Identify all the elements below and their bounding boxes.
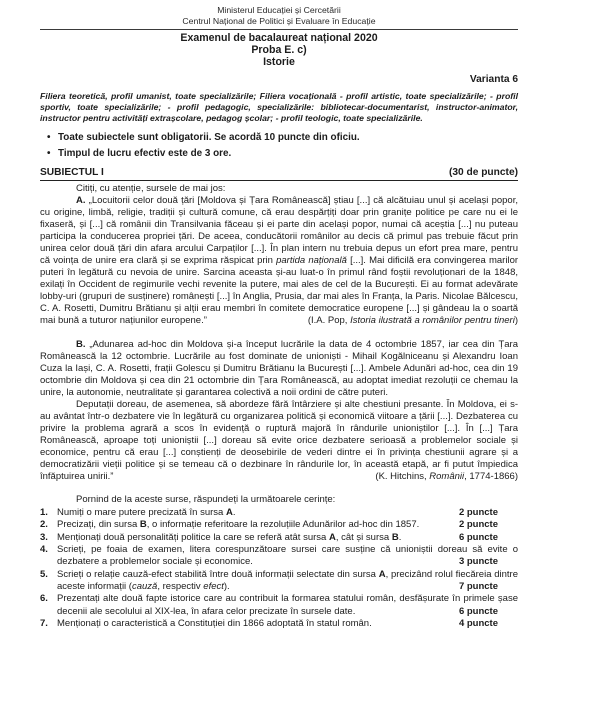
note-text: Toate subiectele sunt obligatorii. Se acordă 10 puncte din oficiu.: [58, 132, 360, 144]
source-a-text: A. „Locuitorii celor două țări [Moldova și Țara Românească] știau [...] că alcătuiau unul și același popor, cu origine, limbă, religie, tradiții și cultură comune, că erau despărțiți doar prin granițe politice pe care nu ei le fixaseră, și [...] că românii din Transilvania făceau și ei parte din același popor, numai că aceștia [...] nu puteau participa la conducerea propriei țări. De aceea, conducătorii românilor au decis că primul pas trebuie făcut prin unirea celor două țări din afara arcului Carpaților [...]. În plan intern nu trebuia depus un efort prea mare, pentru că voința de unire era clară și se exprima răspicat prin partida națională [...]. Mai dificilă era convingerea marilor puteri în legătură cu nevoia de unire. Sarcina aceasta și-au luat-o în primul rând foștii revoluționari de la 1848, exilați în Occident de regimurile vechi revenite la putere, mai ales de cel de la București. Ei au format adevărate lobby-uri (grupuri de susținere) românești [...] în Anglia, Prusia, dar mai ales în Franța, la Paris. Nicolae Bălcescu, C. A. Rosetti, Dumitru Brătianu și alții erau membri în comitete democratice europene [...] și gândeau la o soartă mai bună a tuturor națiunilor europene.”: [40, 195, 518, 327]
question-item-4: [40, 544, 518, 569]
subject-title: Istorie: [263, 55, 295, 68]
source-a-paragraph: [40, 195, 518, 327]
sources-intro: Citiți, cu atenție, sursele de mai jos:: [76, 183, 226, 195]
question-number: 5.: [40, 568, 48, 580]
question-text: Precizați, din sursa B, o informație referitoare la rezoluțiile Adunărilor ad-hoc din 1857.: [57, 519, 420, 531]
question-number: 4.: [40, 544, 48, 556]
source-a-attribution: (I.A. Pop, Istoria ilustrată a românilor pentru tineri): [307, 315, 518, 327]
question-number: 7.: [40, 617, 48, 629]
exam-notes: [40, 130, 518, 162]
question-number: 3.: [40, 531, 48, 543]
source-b-paragraph-2: [40, 399, 518, 483]
source-b-text-1: B. „Adunarea ad-hoc din Moldova și-a început lucrările la data de 4 octombrie 1857, iar cea din Țara Românească la 12 octombrie. Lucrările au fost dominate de unioniști - Mihail Kogălniceanu și Alexandru Ioan Cuza la Iași, C. A. Rosetti, frații Golescu și Dumitru Brătianu la București [...]. Ambele Adunări ad-hoc, cea din 19 octombrie din Moldova și cea din 21 octombrie din Țara Românească, au adoptat imediat rezoluții ce chemau la unire, la autonomie, neutralitate și garantarea colectivă a noii ordini de către puteri.: [40, 339, 518, 399]
question-item-5: [40, 569, 518, 594]
note-item: [47, 130, 518, 146]
question-text: Menționați două personalități politice la care se referă atât sursa A, cât și sursa B.: [57, 531, 402, 543]
source-b-text-2: Deputații doreau, de asemenea, să abordeze fără întârziere și alte chestiuni presante. În Moldova, ei s-au avântat într-o dezbatere vie în legătură cu organizarea politică și economică viitoare a țării [...]. Dezbaterea cu privire la problema agrară a scos în evidență o ruptură majoră în rândurile unioniștilor [...]. În [...] Țara Românească, aproape toți unioniștii [...] doreau să evite orice dezbatere serioasă a problemelor sociale și economice, pentru că erau [...] conștienți de deosebirile de vederi dintre ei în privința chestiunii agrare și a democratizării vieții politice și se temeau că o dezbinare în rândurile lor, în această etapă, ar fi putut împiedica înfăptuirea unirii.”: [40, 399, 518, 483]
section-heading: [40, 167, 518, 181]
question-text: Numiți o mare putere precizată în sursa A.: [57, 507, 236, 519]
points-badge: 3 puncte: [458, 556, 498, 568]
question-text: Scrieți, pe foaia de examen, litera corespunzătoare sursei care susține că unioniștii doreau să evite o dezbatere a problemelor sociale și economice.: [57, 544, 518, 568]
ministry-line: Ministerul Educației și Cercetării: [217, 5, 341, 15]
source-b-paragraph-1: [40, 339, 518, 399]
question-text: Prezentați alte două fapte istorice care au contribuit la formarea statului român, desfășurate în primele șase decenii ale secolului al XIX-lea, în afara celor precizate în sursele date.: [57, 593, 518, 617]
points-badge: 2 puncte: [458, 507, 498, 519]
variant-label: Varianta 6: [469, 74, 518, 86]
proba-title: Proba E. c): [251, 43, 307, 56]
section-points: (30 de puncte): [448, 167, 518, 179]
section-label: SUBIECTUL I: [40, 167, 104, 179]
question-number: 2.: [40, 519, 48, 531]
bullet-icon: •: [47, 132, 51, 144]
question-item-1: [40, 507, 518, 519]
title-block: [40, 33, 518, 68]
note-text: Timpul de lucru efectiv este de 3 ore.: [58, 148, 232, 160]
question-number: 6.: [40, 593, 48, 605]
question-list: [40, 507, 518, 630]
document-header: [40, 5, 518, 26]
question-item-2: [40, 519, 518, 531]
national-center-line: Centrul Național de Politici și Evaluare în Educație: [182, 15, 376, 26]
filiera-note: Filiera teoretică, profil umanist, toate specializările; Filiera vocațională - profil artistic, toate specializările; - profil sportiv, toate specializările; - profil pedagogic, specializările: bibliotecar-documentarist, instructor-animator, instructor pentru activități extrașcolare, pedagog școlar; - profil teologic, toate specializările.: [40, 91, 518, 123]
question-item-7: [40, 618, 518, 630]
question-text: Scrieți o relație cauză-efect stabilită între două informații selectate din sursa A, precizând rolul fiecăreia dintre aceste informații (cauză, respectiv efect).: [57, 568, 518, 592]
question-text: Menționați o caracteristică a Constituției din 1866 adoptată în statul român.: [57, 617, 372, 629]
points-badge: 7 puncte: [458, 580, 498, 592]
question-number: 1.: [40, 507, 48, 519]
exam-title: Examenul de bacalaureat național 2020: [180, 32, 378, 44]
header-divider: [40, 29, 518, 30]
points-badge: 6 puncte: [458, 531, 498, 543]
points-badge: 2 puncte: [458, 519, 498, 531]
question-item-6: [40, 593, 518, 618]
points-badge: 6 puncte: [458, 605, 498, 617]
points-badge: 4 puncte: [458, 617, 498, 629]
note-item: [47, 146, 518, 162]
source-b-attribution: (K. Hitchins, Românii, 1774-1866): [375, 471, 518, 483]
bullet-icon: •: [47, 148, 51, 160]
question-item-3: [40, 532, 518, 544]
page-content: [40, 0, 518, 630]
requirements-prompt: Pornind de la aceste surse, răspundeți la următoarele cerințe:: [76, 494, 336, 506]
